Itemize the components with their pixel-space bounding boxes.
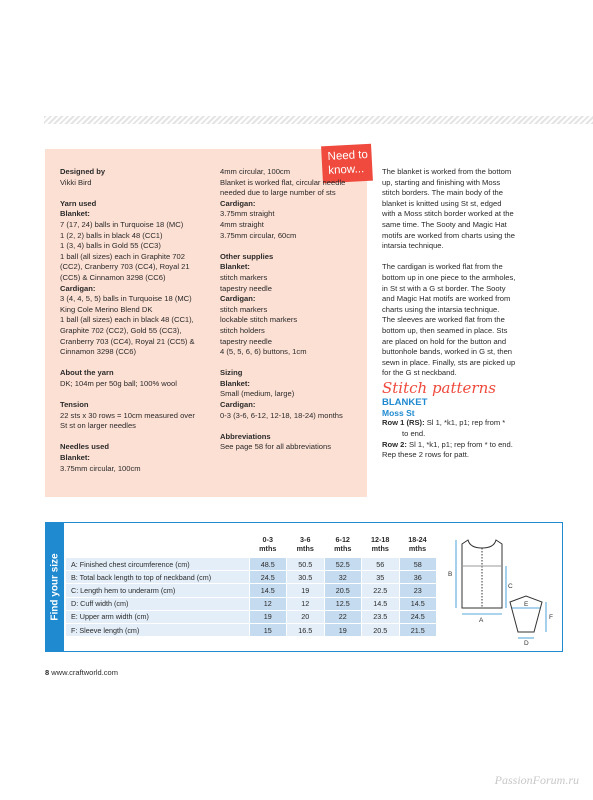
tension-heading: Tension bbox=[60, 400, 89, 410]
table-row bbox=[66, 571, 436, 584]
needles-line: Blanket is worked flat, circular needle bbox=[220, 177, 346, 187]
label-b: B bbox=[448, 571, 453, 578]
supplies-cardigan-line: lockable stitch markers bbox=[220, 315, 298, 325]
materials-column-1 bbox=[60, 167, 220, 474]
repeat-instruction: Rep these 2 rows for patt. bbox=[382, 450, 469, 460]
table-row bbox=[66, 597, 436, 610]
instructions-column bbox=[382, 167, 557, 461]
measurement-value: 19 bbox=[324, 623, 362, 636]
table-row bbox=[66, 558, 436, 571]
other-supplies-heading: Other supplies bbox=[220, 251, 274, 261]
intro-line: with a Moss stitch border worked at the bbox=[382, 209, 514, 219]
measurement-value: 58 bbox=[399, 558, 436, 571]
measurement-label: F: Sleeve length (cm) bbox=[66, 623, 249, 636]
table-row bbox=[66, 610, 436, 623]
measurement-value: 20.5 bbox=[324, 584, 362, 597]
cardigan-schematic-diagram bbox=[446, 528, 556, 646]
size-header: 18-24 mths bbox=[408, 534, 427, 553]
materials-column-2 bbox=[220, 167, 370, 453]
measurement-value: 20 bbox=[287, 610, 325, 623]
sizing-cardigan-heading: Cardigan: bbox=[220, 400, 256, 410]
needles-line: 4mm circular, 100cm bbox=[220, 167, 291, 176]
row-2-label: Row 2: bbox=[382, 439, 407, 449]
top-hatch-band bbox=[44, 116, 593, 124]
label-f: F bbox=[549, 614, 553, 621]
measurement-value: 36 bbox=[399, 571, 436, 584]
yarn-blanket-line: (CC5) & Cinnamon 3298 (CC6) bbox=[60, 272, 166, 282]
yarn-blanket-heading: Blanket: bbox=[60, 209, 90, 219]
measurement-value: 56 bbox=[362, 558, 400, 571]
cardigan-intro-line: bottom up, then seamed in place. Sts bbox=[382, 325, 508, 335]
measurement-value: 52.5 bbox=[324, 558, 362, 571]
label-e: E bbox=[524, 601, 529, 608]
tension-line: St st on larger needles bbox=[60, 421, 136, 431]
measurement-value: 14.5 bbox=[362, 597, 400, 610]
cardigan-intro-line: in St st with a G st border. The Sooty bbox=[382, 283, 506, 293]
designer-name: Vikki Bird bbox=[60, 177, 92, 187]
body-outline bbox=[462, 540, 502, 608]
size-header: 12-18 mths bbox=[371, 534, 390, 553]
supplies-cardigan-line: 4 (5, 5, 6, 6) buttons, 1cm bbox=[220, 347, 307, 357]
measurement-value: 23 bbox=[399, 584, 436, 597]
size-table bbox=[66, 530, 436, 636]
cardigan-intro-line: The cardigan is worked flat from the bbox=[382, 262, 503, 272]
needles-cardigan-line: 3.75mm straight bbox=[220, 209, 275, 219]
intro-line: up, starting and finishing with Moss bbox=[382, 177, 501, 187]
page-footer bbox=[45, 668, 118, 677]
label-a: A bbox=[479, 617, 484, 624]
measurement-label: B: Total back length to top of neckband (cm) bbox=[66, 571, 249, 584]
measurement-value: 12 bbox=[287, 597, 325, 610]
blanket-heading: BLANKET bbox=[382, 396, 428, 408]
cardigan-intro-line: are placed on hold for the button and bbox=[382, 336, 507, 346]
sizing-blanket-heading: Blanket: bbox=[220, 378, 250, 388]
measurement-value: 48.5 bbox=[249, 558, 287, 571]
intro-line: blanket is knitted using St st, edged bbox=[382, 198, 502, 208]
label-c: C bbox=[508, 583, 513, 590]
cardigan-intro-line: and Magic Hat motifs are worked from bbox=[382, 294, 511, 304]
needles-cardigan-heading: Cardigan: bbox=[220, 198, 256, 208]
supplies-blanket-heading: Blanket: bbox=[220, 262, 250, 272]
moss-st-heading: Moss St bbox=[382, 407, 415, 418]
measurement-value: 35 bbox=[362, 571, 400, 584]
footer-website: www.craftworld.com bbox=[51, 668, 118, 677]
measurement-value: 12 bbox=[249, 597, 287, 610]
yarn-cardigan-line: Cinnamon 3298 (CC6) bbox=[60, 347, 136, 357]
yarn-blanket-line: 7 (17, 24) balls in Turquoise 18 (MC) bbox=[60, 219, 184, 229]
intro-line: motifs are worked from charts using the bbox=[382, 230, 515, 240]
measurement-value: 32 bbox=[324, 571, 362, 584]
measurement-value: 23.5 bbox=[362, 610, 400, 623]
cardigan-intro-line: buttonhole bands, worked in G st, then bbox=[382, 347, 513, 357]
find-your-size-label: Find your size bbox=[49, 553, 60, 621]
measurement-value: 21.5 bbox=[399, 623, 436, 636]
intro-line: intarsia technique. bbox=[382, 241, 444, 251]
measurement-value: 20.5 bbox=[362, 623, 400, 636]
size-header: 6-12 mths bbox=[334, 534, 352, 553]
measurement-value: 19 bbox=[249, 610, 287, 623]
row-2-instruction bbox=[382, 440, 557, 451]
cardigan-intro-line: The sleeves are worked flat from the bbox=[382, 315, 505, 325]
measurement-label: C: Length hem to underarm (cm) bbox=[66, 584, 249, 597]
row-1-instruction bbox=[382, 418, 557, 429]
supplies-blanket-line: tapestry needle bbox=[220, 283, 272, 293]
row-1-continued: to end. bbox=[402, 429, 426, 439]
abbreviations-heading: Abbreviations bbox=[220, 431, 271, 441]
measurement-value: 50.5 bbox=[287, 558, 325, 571]
about-yarn-heading: About the yarn bbox=[60, 368, 114, 378]
table-row bbox=[66, 584, 436, 597]
yarn-used-heading: Yarn used bbox=[60, 198, 97, 208]
tension-line: 22 sts x 30 rows = 10cm measured over bbox=[60, 410, 195, 420]
table-row bbox=[66, 623, 436, 636]
measurement-value: 24.5 bbox=[399, 610, 436, 623]
supplies-cardigan-line: stitch markers bbox=[220, 304, 268, 314]
measurement-value: 14.5 bbox=[249, 584, 287, 597]
row-1-label: Row 1 (RS): bbox=[382, 418, 425, 428]
needles-heading: Needles used bbox=[60, 442, 109, 452]
row-2-text: Sl 1, *k1, p1; rep from * to end. bbox=[406, 439, 513, 449]
row-1-text: Sl 1, *k1, p1; rep from * bbox=[424, 418, 506, 428]
measurement-value: 22 bbox=[324, 610, 362, 623]
size-header: 3-6 mths bbox=[296, 534, 314, 553]
measurement-value: 12.5 bbox=[324, 597, 362, 610]
stitch-patterns-title: Stitch patterns bbox=[382, 378, 496, 397]
supplies-cardigan-heading: Cardigan: bbox=[220, 294, 256, 304]
needles-blanket-text: 3.75mm circular, 100cm bbox=[60, 463, 141, 473]
measurement-label: A: Finished chest circumference (cm) bbox=[66, 558, 249, 571]
measurement-value: 24.5 bbox=[249, 571, 287, 584]
measurement-value: 16.5 bbox=[287, 623, 325, 636]
designed-by-heading: Designed by bbox=[60, 167, 106, 176]
cardigan-intro-line: sewn in place. Finally, sts are picked up bbox=[382, 357, 516, 367]
measurement-value: 22.5 bbox=[362, 584, 400, 597]
supplies-cardigan-line: tapestry needle bbox=[220, 336, 272, 346]
cardigan-intro-line: charts using the intarsia technique. bbox=[382, 304, 500, 314]
supplies-cardigan-line: stitch holders bbox=[220, 325, 265, 335]
cardigan-intro-line: for the G st neckband. bbox=[382, 368, 457, 378]
size-header: 0-3 mths bbox=[259, 534, 277, 553]
intro-line: stitch borders. The main body of the bbox=[382, 188, 504, 198]
measurement-value: 19 bbox=[287, 584, 325, 597]
intro-line: same time. The Sooty and Magic Hat bbox=[382, 219, 507, 229]
needles-cardigan-line: 4mm straight bbox=[220, 219, 264, 229]
supplies-blanket-line: stitch markers bbox=[220, 272, 268, 282]
needles-blanket-heading: Blanket: bbox=[60, 453, 90, 463]
sizing-blanket-text: Small (medium, large) bbox=[220, 389, 295, 399]
sizing-heading: Sizing bbox=[220, 368, 243, 378]
size-table-corner bbox=[66, 530, 249, 558]
yarn-cardigan-line: 3 (4, 4, 5, 5) balls in Turquoise 18 (MC) bbox=[60, 294, 192, 304]
page-number: 8 bbox=[45, 668, 50, 677]
yarn-blanket-line: 1 (3, 4) balls in Gold 55 (CC3) bbox=[60, 241, 161, 251]
yarn-cardigan-line: 1 ball (all sizes) each in black 48 (CC1), bbox=[60, 315, 194, 325]
yarn-blanket-line: 1 (2, 2) balls in black 48 (CC1) bbox=[60, 230, 163, 240]
badge-line-2: know... bbox=[328, 163, 365, 177]
yarn-blanket-line: (CC2), Cranberry 703 (CC4), Royal 21 bbox=[60, 262, 190, 272]
measurement-value: 30.5 bbox=[287, 571, 325, 584]
abbreviations-text: See page 58 for all abbreviations bbox=[220, 442, 332, 452]
measurement-label: D: Cuff width (cm) bbox=[66, 597, 249, 610]
find-your-size-tab bbox=[45, 522, 64, 652]
needles-line: needed due to large number of sts bbox=[220, 188, 336, 198]
yarn-cardigan-line: Graphite 702 (CC2), Gold 55 (CC3), bbox=[60, 325, 182, 335]
yarn-cardigan-line: King Cole Merino Blend DK bbox=[60, 304, 153, 314]
sizing-cardigan-text: 0-3 (3-6, 6-12, 12-18, 18-24) months bbox=[220, 410, 343, 420]
yarn-cardigan-heading: Cardigan: bbox=[60, 283, 96, 293]
needles-cardigan-line: 3.75mm circular, 60cm bbox=[220, 230, 297, 240]
about-yarn-text: DK; 104m per 50g ball; 100% wool bbox=[60, 378, 177, 388]
measurement-label: E: Upper arm width (cm) bbox=[66, 610, 249, 623]
yarn-blanket-line: 1 ball (all sizes) each in Graphite 702 bbox=[60, 251, 185, 261]
cardigan-intro-line: bottom up in one piece to the armholes, bbox=[382, 272, 516, 282]
measurement-value: 14.5 bbox=[399, 597, 436, 610]
intro-line: The blanket is worked from the bottom bbox=[382, 167, 512, 176]
label-d: D bbox=[524, 640, 529, 646]
yarn-cardigan-line: Cranberry 703 (CC4), Royal 21 (CC5) & bbox=[60, 336, 195, 346]
watermark: PassionForum.ru bbox=[494, 773, 579, 787]
badge-line-1: Need to bbox=[327, 148, 369, 163]
measurement-value: 15 bbox=[249, 623, 287, 636]
